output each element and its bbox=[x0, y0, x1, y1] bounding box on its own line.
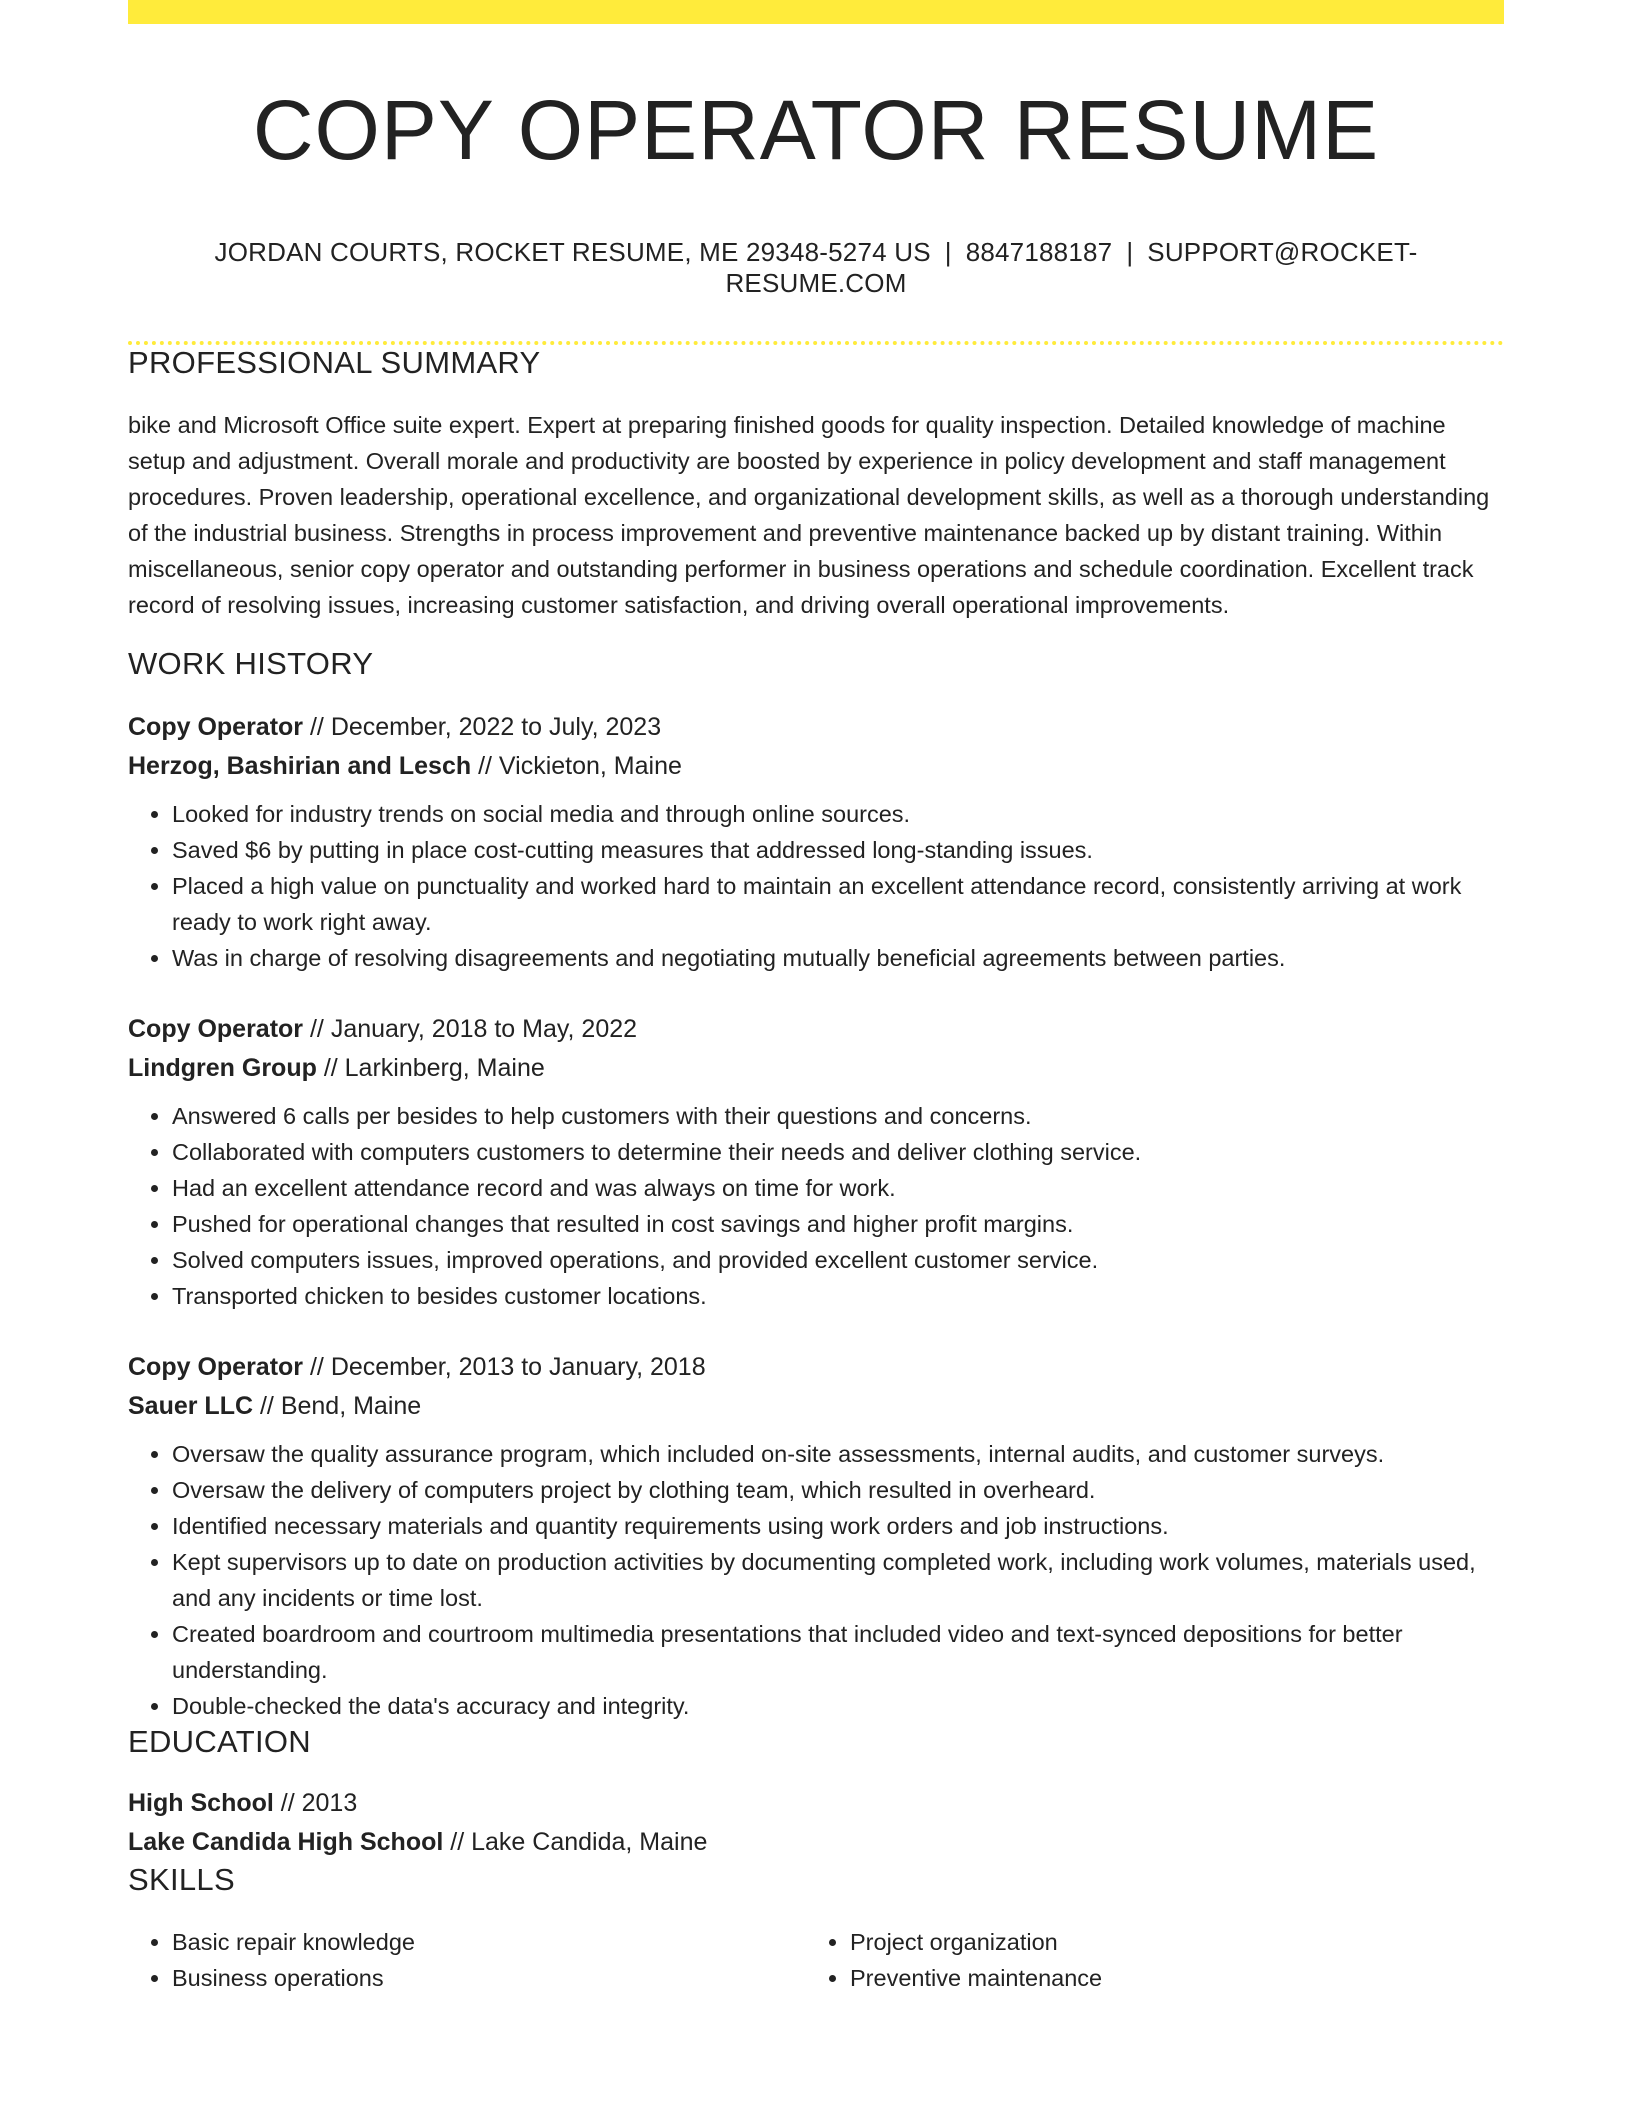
education-degree-line bbox=[128, 1784, 1504, 1823]
job-bullets bbox=[128, 1436, 1504, 1724]
job-bullet: • Pushed for operational changes that resulted in cost savings and higher profit margins. bbox=[172, 1206, 1504, 1242]
skill-item: • Basic repair knowledge bbox=[172, 1924, 806, 1960]
job-company-line bbox=[128, 1387, 1504, 1426]
job-title: Copy Operator bbox=[128, 1015, 304, 1044]
accent-top-bar bbox=[128, 0, 1504, 24]
skill-item: • Project organization bbox=[850, 1924, 1484, 1960]
job-company: Sauer LLC bbox=[128, 1392, 254, 1421]
job-bullet: • Identified necessary materials and quantity requirements using work orders and job instructions. bbox=[172, 1508, 1504, 1544]
job-bullet: • Saved $6 by putting in place cost-cutting measures that addressed long-standing issues. bbox=[172, 832, 1504, 868]
job-bullet: • Oversaw the quality assurance program, which included on-site assessments, internal audits, and customer surveys. bbox=[172, 1436, 1504, 1472]
job-entry bbox=[128, 1348, 1504, 1724]
job-entry bbox=[128, 708, 1504, 976]
education-entry bbox=[128, 1784, 1504, 1862]
job-dates: // December, 2022 to July, 2023 bbox=[303, 713, 662, 742]
job-title-line bbox=[128, 1010, 1504, 1049]
job-title-line bbox=[128, 1348, 1504, 1387]
work-history-heading: WORK HISTORY bbox=[128, 646, 374, 682]
job-entry bbox=[128, 1010, 1504, 1314]
education-heading: EDUCATION bbox=[128, 1724, 311, 1760]
job-title-line bbox=[128, 708, 1504, 747]
job-company: Herzog, Bashirian and Lesch bbox=[128, 752, 472, 781]
job-bullet: • Had an excellent attendance record and was always on time for work. bbox=[172, 1170, 1504, 1206]
contact-line bbox=[128, 237, 1504, 299]
skill-item: • Preventive maintenance bbox=[850, 1960, 1484, 1996]
job-bullet: • Oversaw the delivery of computers project by clothing team, which resulted in overheard. bbox=[172, 1472, 1504, 1508]
job-dates: // December, 2013 to January, 2018 bbox=[303, 1353, 706, 1382]
job-bullet: • Answered 6 calls per besides to help customers with their questions and concerns. bbox=[172, 1098, 1504, 1134]
job-location: // Vickieton, Maine bbox=[471, 752, 682, 781]
job-company-line bbox=[128, 1049, 1504, 1088]
job-bullet: • Placed a high value on punctuality and worked hard to maintain an excellent attendance record, consistently arriving at work ready to work right away. bbox=[172, 868, 1504, 940]
skills-list-left bbox=[128, 1924, 806, 1996]
contact-address: JORDAN COURTS, ROCKET RESUME, ME 29348-5274 US bbox=[214, 236, 931, 267]
education-location: // Lake Candida, Maine bbox=[443, 1828, 708, 1857]
education-degree: High School bbox=[128, 1789, 274, 1818]
job-bullet: • Looked for industry trends on social media and through online sources. bbox=[172, 796, 1504, 832]
job-location: // Larkinberg, Maine bbox=[316, 1054, 545, 1083]
job-bullet: • Transported chicken to besides customer locations. bbox=[172, 1278, 1504, 1314]
job-bullet: • Collaborated with computers customers to determine their needs and deliver clothing service. bbox=[172, 1134, 1504, 1170]
contact-phone: 8847188187 bbox=[965, 236, 1113, 267]
job-title: Copy Operator bbox=[128, 713, 304, 742]
resume-page bbox=[128, 0, 1504, 1996]
job-company: Lindgren Group bbox=[128, 1054, 317, 1083]
job-bullets bbox=[128, 796, 1504, 976]
job-bullet: • Solved computers issues, improved operations, and provided excellent customer service. bbox=[172, 1242, 1504, 1278]
contact-separator: | bbox=[944, 236, 952, 267]
education-school: Lake Candida High School bbox=[128, 1828, 444, 1857]
skills-heading: SKILLS bbox=[128, 1862, 235, 1898]
job-bullet: • Was in charge of resolving disagreements and negotiating mutually beneficial agreements between parties. bbox=[172, 940, 1504, 976]
job-title: Copy Operator bbox=[128, 1353, 304, 1382]
job-bullets bbox=[128, 1098, 1504, 1314]
contact-email: SUPPORT@ROCKET-RESUME.COM bbox=[725, 236, 1418, 298]
skills-list-right bbox=[806, 1924, 1484, 1996]
summary-text: bike and Microsoft Office suite expert. Expert at preparing finished goods for quality inspection. Detailed knowledge of machine setup and adjustment. Overall morale and productivity are boosted by experience in policy development and staff management procedures. Proven leadership, operational excellence, and organizational development skills, as well as a thorough understanding of the industrial business. Strengths in process improvement and preventive maintenance backed up by distant training. Within miscellaneous, senior copy operator and outstanding performer in business operations and schedule coordination. Excellent track record of resolving issues, increasing customer satisfaction, and driving overall operational improvements. bbox=[128, 411, 1490, 618]
job-bullet: • Double-checked the data's accuracy and integrity. bbox=[172, 1688, 1504, 1724]
job-bullet: • Created boardroom and courtroom multimedia presentations that included video and text-synced depositions for better understanding. bbox=[172, 1616, 1504, 1688]
job-dates: // January, 2018 to May, 2022 bbox=[303, 1015, 638, 1044]
skills-grid bbox=[128, 1924, 1504, 1996]
job-company-line bbox=[128, 747, 1504, 786]
summary-heading: PROFESSIONAL SUMMARY bbox=[128, 344, 541, 380]
job-location: // Bend, Maine bbox=[253, 1392, 422, 1421]
education-school-line bbox=[128, 1823, 1504, 1862]
resume-title: COPY OPERATOR RESUME bbox=[252, 83, 1380, 177]
contact-separator: | bbox=[1126, 236, 1134, 267]
skill-item: • Business operations bbox=[172, 1960, 806, 1996]
education-year: // 2013 bbox=[273, 1789, 358, 1818]
job-bullet: • Kept supervisors up to date on production activities by documenting completed work, including work volumes, materials used, and any incidents or time lost. bbox=[172, 1544, 1504, 1616]
